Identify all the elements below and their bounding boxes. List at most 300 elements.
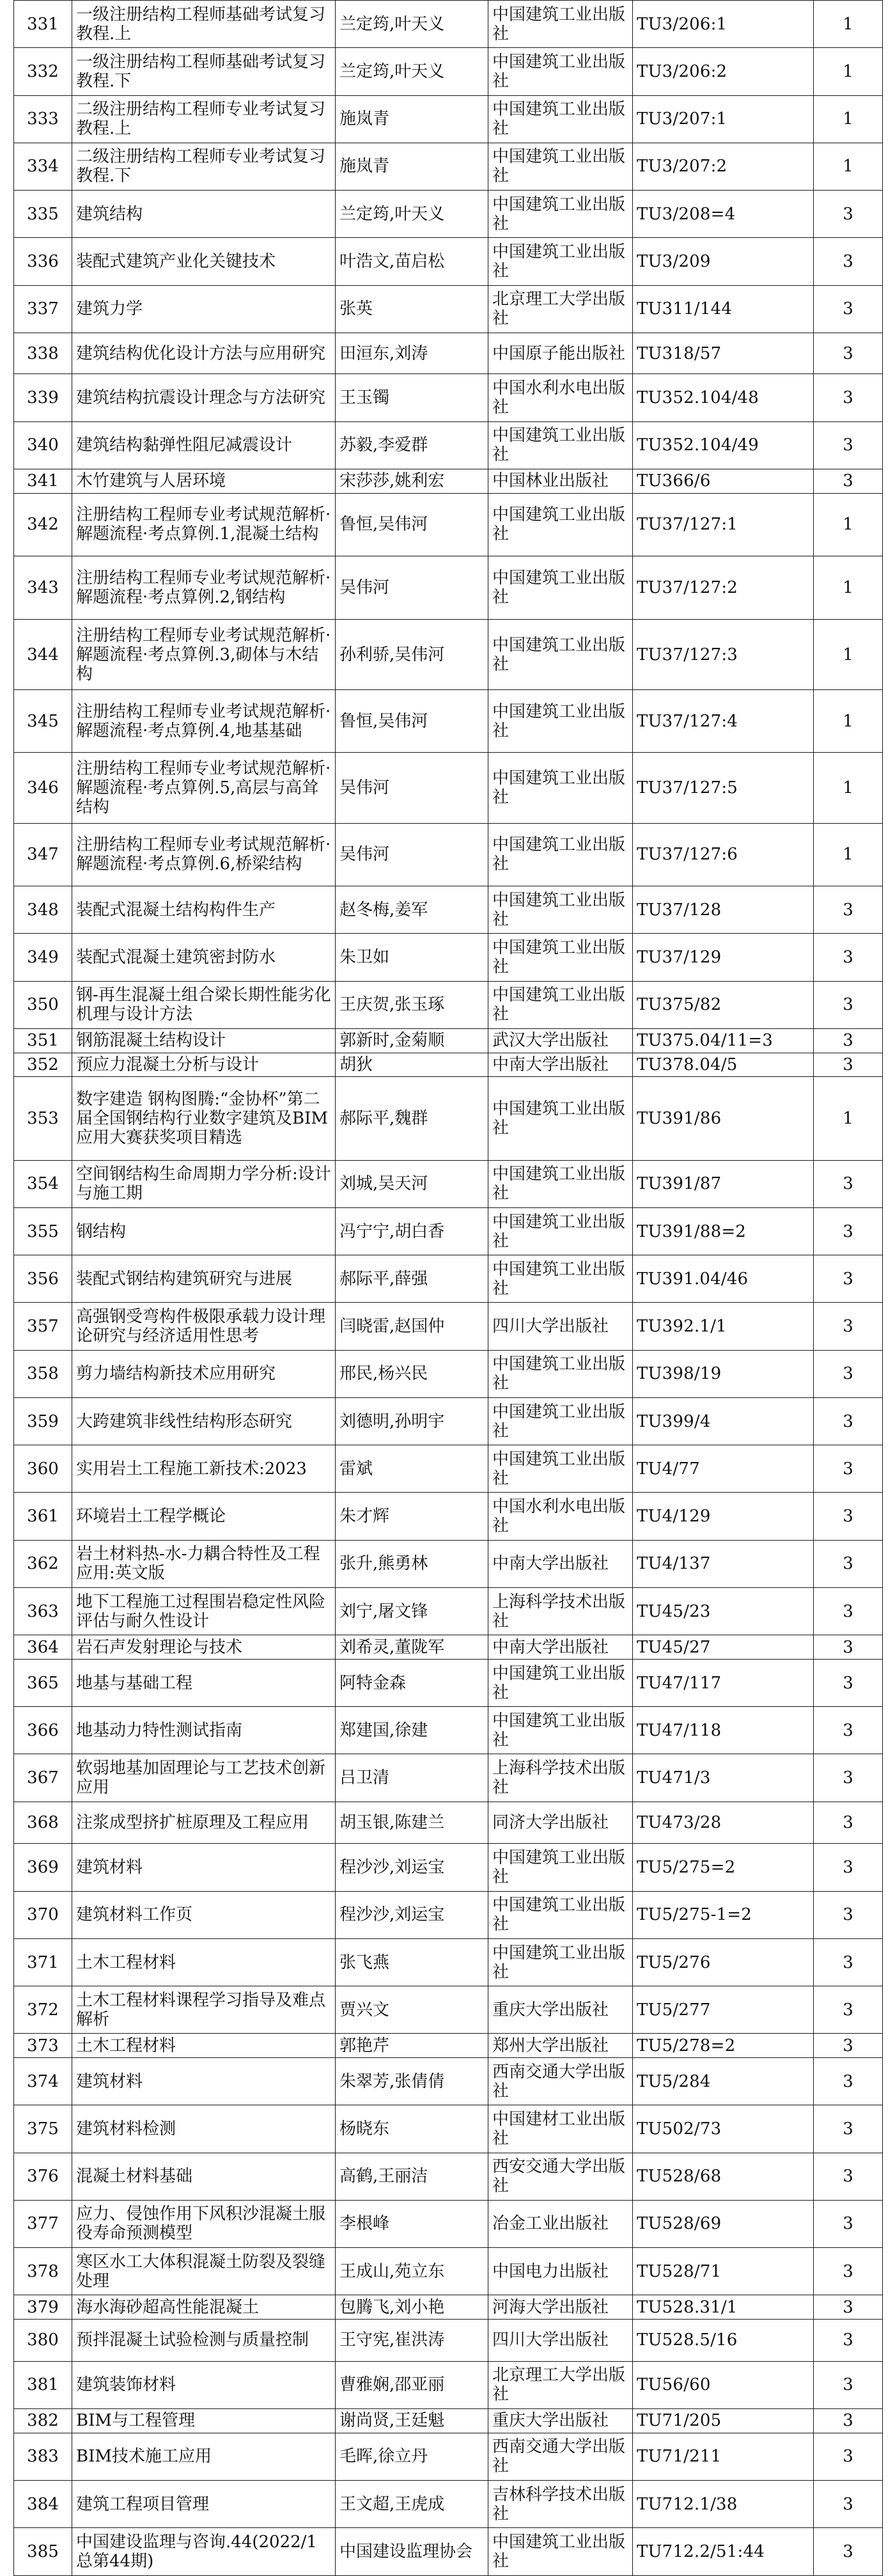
cell-call-number: TU37/127:1 (633, 493, 814, 556)
cell-call-number: TU378.04/5 (633, 1053, 814, 1077)
cell-number: 366 (14, 1707, 72, 1754)
cell-publisher: 中国建材工业出版社 (488, 2105, 633, 2153)
table-row (14, 1028, 883, 1053)
table-row (14, 886, 883, 934)
cell-title: 环境岩土工程学概论 (72, 1493, 336, 1540)
cell-title: 二级注册结构工程师专业考试复习教程.下 (72, 143, 336, 190)
table-row (14, 1255, 883, 1303)
cell-title: 钢筋混凝土结构设计 (72, 1028, 336, 1053)
cell-copies: 1 (814, 823, 883, 886)
cell-call-number: TU37/127:4 (633, 690, 814, 752)
cell-publisher: 中国建筑工业出版社 (488, 1077, 633, 1160)
cell-author: 高鹤,王丽洁 (336, 2153, 488, 2200)
cell-copies: 3 (814, 1445, 883, 1493)
cell-author: 郭新时,金菊顺 (336, 1028, 488, 1053)
cell-title: 建筑结构黏弹性阻尼减震设计 (72, 421, 336, 469)
cell-copies: 3 (814, 374, 883, 421)
cell-author: 刘宁,屠文锋 (336, 1587, 488, 1635)
cell-number: 370 (14, 1891, 72, 1938)
cell-call-number: TU45/23 (633, 1587, 814, 1635)
cell-title: 中国建设监理与咨询.44(2022/1 总第44期) (72, 2528, 336, 2576)
cell-copies: 3 (814, 2409, 883, 2433)
cell-publisher: 中国水利水电出版社 (488, 374, 633, 421)
cell-publisher: 中国建筑工业出版社 (488, 1891, 633, 1938)
cell-title: 地基与基础工程 (72, 1659, 336, 1706)
cell-copies: 3 (814, 191, 883, 238)
cell-call-number: TU37/127:2 (633, 556, 814, 620)
cell-copies: 1 (814, 1077, 883, 1160)
cell-call-number: TU392.1/1 (633, 1303, 814, 1350)
cell-number: 374 (14, 2058, 72, 2105)
table-row (14, 690, 883, 752)
cell-title: 装配式钢结构建筑研究与进展 (72, 1255, 336, 1303)
cell-publisher: 中国建筑工业出版社 (488, 1160, 633, 1207)
table-row (14, 823, 883, 886)
cell-author: 兰定筠,叶天义 (336, 191, 488, 238)
cell-publisher: 冶金工业出版社 (488, 2200, 633, 2247)
cell-call-number: TU473/28 (633, 1802, 814, 1844)
cell-copies: 3 (814, 1493, 883, 1540)
cell-author: 王文超,王虎成 (336, 2481, 488, 2528)
cell-author: 郝际平,薛强 (336, 1255, 488, 1303)
cell-publisher: 上海科学技术出版社 (488, 1587, 633, 1635)
cell-publisher: 同济大学出版社 (488, 1802, 633, 1844)
cell-call-number: TU3/207:2 (633, 143, 814, 190)
cell-author: 朱卫如 (336, 934, 488, 981)
cell-title: 应力、侵蚀作用下风积沙混凝土服役寿命预测模型 (72, 2200, 336, 2247)
cell-call-number: TU37/127:5 (633, 752, 814, 823)
cell-call-number: TU528/71 (633, 2248, 814, 2295)
table-row (14, 1844, 883, 1891)
cell-title: 一级注册结构工程师基础考试复习教程.下 (72, 48, 336, 95)
cell-copies: 1 (814, 143, 883, 190)
table-row (14, 1303, 883, 1350)
cell-number: 349 (14, 934, 72, 981)
cell-call-number: TU4/77 (633, 1445, 814, 1493)
cell-author: 雷斌 (336, 1445, 488, 1493)
cell-publisher: 中国建筑工业出版社 (488, 1707, 633, 1754)
cell-author: 吴伟河 (336, 823, 488, 886)
table-row (14, 1635, 883, 1660)
cell-author: 张飞燕 (336, 1938, 488, 1986)
cell-title: 土木工程材料 (72, 1938, 336, 1986)
cell-publisher: 中国建筑工业出版社 (488, 690, 633, 752)
table-row (14, 2361, 883, 2408)
cell-copies: 1 (814, 619, 883, 690)
cell-number: 332 (14, 48, 72, 95)
cell-copies: 3 (814, 2248, 883, 2295)
cell-title: 剪力墙结构新技术应用研究 (72, 1350, 336, 1397)
cell-author: 王玉镯 (336, 374, 488, 421)
cell-copies: 3 (814, 1303, 883, 1350)
cell-publisher: 中国建筑工业出版社 (488, 1207, 633, 1255)
table-row (14, 1445, 883, 1493)
cell-number: 367 (14, 1754, 72, 1802)
cell-author: 施岚青 (336, 95, 488, 143)
cell-copies: 1 (814, 556, 883, 620)
cell-call-number: TU3/206:1 (633, 1, 814, 48)
cell-publisher: 中国建筑工业出版社 (488, 1844, 633, 1891)
cell-call-number: TU399/4 (633, 1397, 814, 1445)
cell-call-number: TU3/207:1 (633, 95, 814, 143)
table-row (14, 285, 883, 333)
cell-title: 建筑工程项目管理 (72, 2481, 336, 2528)
cell-copies: 3 (814, 1350, 883, 1397)
table-row (14, 1986, 883, 2034)
cell-publisher: 中国林业出版社 (488, 469, 633, 493)
cell-number: 342 (14, 493, 72, 556)
cell-title: 建筑材料工作页 (72, 1891, 336, 1938)
cell-author: 兰定筠,叶天义 (336, 1, 488, 48)
cell-author: 王成山,苑立东 (336, 2248, 488, 2295)
table-row (14, 238, 883, 285)
cell-title: 空间钢结构生命周期力学分析:设计与施工期 (72, 1160, 336, 1207)
cell-title: 装配式建筑产业化关键技术 (72, 238, 336, 285)
cell-number: 369 (14, 1844, 72, 1891)
cell-number: 381 (14, 2361, 72, 2408)
cell-publisher: 中国水利水电出版社 (488, 1493, 633, 1540)
cell-title: 注册结构工程师专业考试规范解析·解题流程·考点算例.3,砌体与木结构 (72, 619, 336, 690)
cell-author: 郑建国,徐建 (336, 1707, 488, 1754)
cell-copies: 3 (814, 981, 883, 1028)
cell-copies: 3 (814, 1255, 883, 1303)
cell-call-number: TU3/208=4 (633, 191, 814, 238)
cell-copies: 3 (814, 238, 883, 285)
cell-number: 333 (14, 95, 72, 143)
cell-copies: 3 (814, 2153, 883, 2200)
cell-author: 包腾飞,刘小艳 (336, 2295, 488, 2320)
cell-call-number: TU37/127:6 (633, 823, 814, 886)
cell-copies: 3 (814, 1587, 883, 1635)
cell-call-number: TU5/276 (633, 1938, 814, 1986)
cell-call-number: TU5/275-1=2 (633, 1891, 814, 1938)
cell-call-number: TU528/69 (633, 2200, 814, 2247)
cell-title: 注册结构工程师专业考试规范解析·解题流程·考点算例.5,高层与高耸结构 (72, 752, 336, 823)
table-row (14, 2153, 883, 2200)
table-row (14, 2481, 883, 2528)
cell-number: 346 (14, 752, 72, 823)
cell-call-number: TU4/129 (633, 1493, 814, 1540)
cell-number: 361 (14, 1493, 72, 1540)
cell-title: BIM与工程管理 (72, 2409, 336, 2433)
cell-call-number: TU311/144 (633, 285, 814, 333)
table-row (14, 1707, 883, 1754)
cell-call-number: TU352.104/49 (633, 421, 814, 469)
cell-publisher: 中国建筑工业出版社 (488, 421, 633, 469)
cell-call-number: TU5/275=2 (633, 1844, 814, 1891)
table-row (14, 2320, 883, 2362)
cell-publisher: 中南大学出版社 (488, 1540, 633, 1587)
cell-publisher: 郑州大学出版社 (488, 2034, 633, 2058)
table-row (14, 556, 883, 620)
cell-author: 冯宁宁,胡白香 (336, 1207, 488, 1255)
cell-title: 地基动力特性测试指南 (72, 1707, 336, 1754)
cell-title: 装配式混凝土建筑密封防水 (72, 934, 336, 981)
cell-title: 预应力混凝土分析与设计 (72, 1053, 336, 1077)
cell-publisher: 中国建筑工业出版社 (488, 2528, 633, 2576)
cell-copies: 1 (814, 752, 883, 823)
cell-author: 孙利骄,吴伟河 (336, 619, 488, 690)
cell-copies: 1 (814, 48, 883, 95)
table-row (14, 1350, 883, 1397)
cell-copies: 3 (814, 1754, 883, 1802)
cell-publisher: 中国建筑工业出版社 (488, 238, 633, 285)
cell-call-number: TU366/6 (633, 469, 814, 493)
cell-author: 吴伟河 (336, 556, 488, 620)
cell-call-number: TU391.04/46 (633, 1255, 814, 1303)
table-row (14, 2409, 883, 2433)
cell-title: 岩土材料热-水-力耦合特性及工程应用:英文版 (72, 1540, 336, 1587)
cell-title: 装配式混凝土结构构件生产 (72, 886, 336, 934)
cell-publisher: 中国建筑工业出版社 (488, 1397, 633, 1445)
cell-copies: 3 (814, 934, 883, 981)
cell-publisher: 中国建筑工业出版社 (488, 143, 633, 190)
cell-publisher: 西南交通大学出版社 (488, 2058, 633, 2105)
cell-number: 341 (14, 469, 72, 493)
cell-author: 闫晓雷,赵国仲 (336, 1303, 488, 1350)
table-row (14, 143, 883, 190)
cell-number: 363 (14, 1587, 72, 1635)
cell-title: 高强钢受弯构件极限承载力设计理论研究与经济适用性思考 (72, 1303, 336, 1350)
cell-title: 土木工程材料课程学习指导及难点解析 (72, 1986, 336, 2034)
cell-call-number: TU71/205 (633, 2409, 814, 2433)
cell-call-number: TU375.04/11=3 (633, 1028, 814, 1053)
cell-author: 胡狄 (336, 1053, 488, 1077)
cell-call-number: TU502/73 (633, 2105, 814, 2153)
cell-number: 347 (14, 823, 72, 886)
cell-title: 建筑装饰材料 (72, 2361, 336, 2408)
cell-number: 365 (14, 1659, 72, 1706)
cell-copies: 3 (814, 285, 883, 333)
table-row (14, 1802, 883, 1844)
table-row (14, 2248, 883, 2295)
cell-number: 378 (14, 2248, 72, 2295)
cell-author: 朱翠芳,张倩倩 (336, 2058, 488, 2105)
cell-title: 软弱地基加固理论与工艺技术创新应用 (72, 1754, 336, 1802)
cell-author: 刘城,吴天河 (336, 1160, 488, 1207)
cell-title: 寒区水工大体积混凝土防裂及裂缝处理 (72, 2248, 336, 2295)
cell-publisher: 中国电力出版社 (488, 2248, 633, 2295)
cell-author: 郭艳芹 (336, 2034, 488, 2058)
cell-call-number: TU56/60 (633, 2361, 814, 2408)
cell-copies: 3 (814, 2105, 883, 2153)
cell-publisher: 中国建筑工业出版社 (488, 48, 633, 95)
cell-number: 345 (14, 690, 72, 752)
cell-copies: 3 (814, 1659, 883, 1706)
cell-author: 吕卫清 (336, 1754, 488, 1802)
cell-author: 李根峰 (336, 2200, 488, 2247)
cell-author: 叶浩文,苗启松 (336, 238, 488, 285)
cell-number: 384 (14, 2481, 72, 2528)
cell-author: 中国建设监理协会 (336, 2528, 488, 2576)
cell-call-number: TU47/117 (633, 1659, 814, 1706)
cell-number: 354 (14, 1160, 72, 1207)
cell-title: 注册结构工程师专业考试规范解析·解题流程·考点算例.1,混凝土结构 (72, 493, 336, 556)
cell-title: 注册结构工程师专业考试规范解析·解题流程·考点算例.4,地基基础 (72, 690, 336, 752)
cell-call-number: TU528.31/1 (633, 2295, 814, 2320)
cell-title: 建筑结构抗震设计理念与方法研究 (72, 374, 336, 421)
cell-publisher: 西南交通大学出版社 (488, 2433, 633, 2480)
cell-copies: 1 (814, 1, 883, 48)
cell-copies: 3 (814, 333, 883, 374)
cell-number: 383 (14, 2433, 72, 2480)
cell-publisher: 重庆大学出版社 (488, 2409, 633, 2433)
cell-number: 382 (14, 2409, 72, 2433)
cell-number: 343 (14, 556, 72, 620)
cell-call-number: TU391/86 (633, 1077, 814, 1160)
cell-author: 谢尚贤,王廷魁 (336, 2409, 488, 2433)
table-row (14, 191, 883, 238)
cell-author: 阿特金森 (336, 1659, 488, 1706)
cell-call-number: TU375/82 (633, 981, 814, 1028)
cell-title: 一级注册结构工程师基础考试复习教程.上 (72, 1, 336, 48)
cell-copies: 1 (814, 493, 883, 556)
cell-number: 334 (14, 143, 72, 190)
cell-copies: 3 (814, 2058, 883, 2105)
cell-copies: 3 (814, 1540, 883, 1587)
cell-author: 赵冬梅,姜军 (336, 886, 488, 934)
cell-number: 357 (14, 1303, 72, 1350)
cell-author: 曹雅娴,邵亚丽 (336, 2361, 488, 2408)
cell-publisher: 上海科学技术出版社 (488, 1754, 633, 1802)
cell-author: 程沙沙,刘运宝 (336, 1891, 488, 1938)
book-list-body (14, 1, 883, 2576)
cell-publisher: 中国建筑工业出版社 (488, 619, 633, 690)
cell-title: 地下工程施工过程围岩稳定性风险评估与耐久性设计 (72, 1587, 336, 1635)
cell-publisher: 中国建筑工业出版社 (488, 981, 633, 1028)
table-row (14, 934, 883, 981)
cell-author: 吴伟河 (336, 752, 488, 823)
table-row (14, 619, 883, 690)
cell-copies: 3 (814, 2295, 883, 2320)
cell-title: 实用岩土工程施工新技术:2023 (72, 1445, 336, 1493)
table-row (14, 1540, 883, 1587)
cell-author: 王庆贺,张玉琢 (336, 981, 488, 1028)
cell-copies: 3 (814, 2320, 883, 2362)
table-row (14, 2433, 883, 2480)
cell-number: 360 (14, 1445, 72, 1493)
table-row (14, 2105, 883, 2153)
cell-publisher: 四川大学出版社 (488, 1303, 633, 1350)
cell-number: 376 (14, 2153, 72, 2200)
cell-copies: 3 (814, 1986, 883, 2034)
cell-publisher: 北京理工大学出版社 (488, 285, 633, 333)
cell-title: 建筑结构优化设计方法与应用研究 (72, 333, 336, 374)
cell-copies: 3 (814, 2481, 883, 2528)
table-row (14, 421, 883, 469)
cell-author: 鲁恒,吴伟河 (336, 493, 488, 556)
table-row (14, 2200, 883, 2247)
cell-publisher: 中国建筑工业出版社 (488, 752, 633, 823)
cell-publisher: 重庆大学出版社 (488, 1986, 633, 2034)
cell-number: 356 (14, 1255, 72, 1303)
cell-title: 建筑材料检测 (72, 2105, 336, 2153)
cell-author: 王守宪,崔洪涛 (336, 2320, 488, 2362)
table-row (14, 1077, 883, 1160)
table-row (14, 1891, 883, 1938)
cell-number: 359 (14, 1397, 72, 1445)
cell-number: 368 (14, 1802, 72, 1844)
cell-publisher: 中国原子能出版社 (488, 333, 633, 374)
table-row (14, 1938, 883, 1986)
cell-number: 351 (14, 1028, 72, 1053)
cell-number: 348 (14, 886, 72, 934)
cell-call-number: TU712.1/38 (633, 2481, 814, 2528)
cell-publisher: 中国建筑工业出版社 (488, 191, 633, 238)
cell-number: 372 (14, 1986, 72, 2034)
cell-number: 331 (14, 1, 72, 48)
table-row (14, 1053, 883, 1077)
cell-call-number: TU37/127:3 (633, 619, 814, 690)
cell-title: 钢-再生混凝土组合梁长期性能劣化机理与设计方法 (72, 981, 336, 1028)
cell-title: 二级注册结构工程师专业考试复习教程.上 (72, 95, 336, 143)
cell-publisher: 中国建筑工业出版社 (488, 1938, 633, 1986)
table-row (14, 48, 883, 95)
cell-title: 海水海砂超高性能混凝土 (72, 2295, 336, 2320)
cell-publisher: 中国建筑工业出版社 (488, 1, 633, 48)
table-row (14, 1, 883, 48)
cell-author: 张升,熊勇林 (336, 1540, 488, 1587)
cell-publisher: 河海大学出版社 (488, 2295, 633, 2320)
cell-call-number: TU3/209 (633, 238, 814, 285)
cell-number: 335 (14, 191, 72, 238)
cell-copies: 3 (814, 1891, 883, 1938)
cell-title: 钢结构 (72, 1207, 336, 1255)
cell-copies: 3 (814, 1802, 883, 1844)
table-row (14, 2295, 883, 2320)
cell-call-number: TU3/206:2 (633, 48, 814, 95)
cell-publisher: 中国建筑工业出版社 (488, 823, 633, 886)
cell-author: 朱才辉 (336, 1493, 488, 1540)
cell-call-number: TU528.5/16 (633, 2320, 814, 2362)
cell-title: 建筑结构 (72, 191, 336, 238)
cell-title: 建筑力学 (72, 285, 336, 333)
cell-publisher: 中国建筑工业出版社 (488, 1350, 633, 1397)
cell-author: 程沙沙,刘运宝 (336, 1844, 488, 1891)
cell-author: 施岚青 (336, 143, 488, 190)
cell-publisher: 中国建筑工业出版社 (488, 886, 633, 934)
cell-call-number: TU71/211 (633, 2433, 814, 2480)
cell-number: 371 (14, 1938, 72, 1986)
cell-copies: 3 (814, 1844, 883, 1891)
cell-call-number: TU712.2/51:44 (633, 2528, 814, 2576)
table-row (14, 1207, 883, 1255)
cell-call-number: TU37/128 (633, 886, 814, 934)
cell-publisher: 中国建筑工业出版社 (488, 556, 633, 620)
cell-title: 注浆成型挤扩桩原理及工程应用 (72, 1802, 336, 1844)
cell-author: 郝际平,魏群 (336, 1077, 488, 1160)
cell-call-number: TU352.104/48 (633, 374, 814, 421)
cell-number: 350 (14, 981, 72, 1028)
cell-author: 田洹东,刘涛 (336, 333, 488, 374)
cell-publisher: 中南大学出版社 (488, 1635, 633, 1660)
cell-call-number: TU37/129 (633, 934, 814, 981)
cell-number: 358 (14, 1350, 72, 1397)
table-row (14, 1160, 883, 1207)
cell-publisher: 中国建筑工业出版社 (488, 934, 633, 981)
cell-publisher: 中南大学出版社 (488, 1053, 633, 1077)
cell-call-number: TU5/278=2 (633, 2034, 814, 2058)
cell-title: 注册结构工程师专业考试规范解析·解题流程·考点算例.2,钢结构 (72, 556, 336, 620)
cell-call-number: TU398/19 (633, 1350, 814, 1397)
cell-number: 337 (14, 285, 72, 333)
cell-call-number: TU45/27 (633, 1635, 814, 1660)
cell-number: 340 (14, 421, 72, 469)
cell-copies: 3 (814, 421, 883, 469)
table-row (14, 981, 883, 1028)
cell-publisher: 北京理工大学出版社 (488, 2361, 633, 2408)
cell-author: 贾兴文 (336, 1986, 488, 2034)
